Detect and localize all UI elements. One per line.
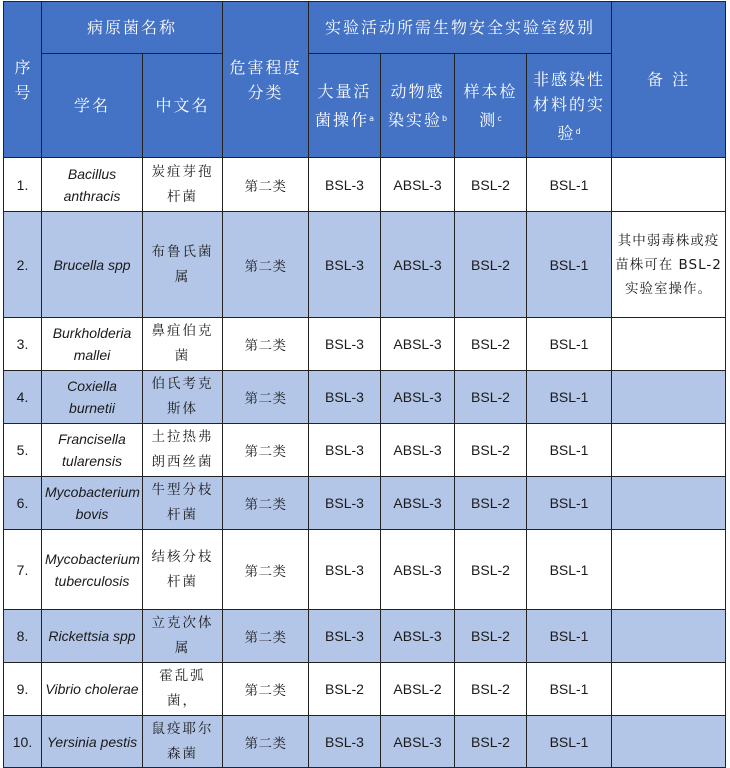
hazard-class: 第二类 bbox=[223, 610, 309, 663]
remark bbox=[612, 663, 726, 716]
footnote-mark-a: a bbox=[369, 114, 374, 123]
row-number: 9. bbox=[4, 663, 42, 716]
animal-level: ABSL-3 bbox=[381, 212, 455, 318]
header-lab-level: 实验活动所需生物安全实验室级别 bbox=[309, 2, 612, 54]
scientific-name: Mycobacterium bovis bbox=[42, 477, 143, 530]
header-scientific-name: 学名 bbox=[42, 54, 143, 158]
header-live-culture bbox=[309, 54, 381, 158]
noninfectious-level: BSL-1 bbox=[527, 716, 612, 768]
hazard-class: 第二类 bbox=[223, 663, 309, 716]
scientific-name: Coxiella burnetii bbox=[42, 371, 143, 424]
culture-level: BSL-3 bbox=[309, 318, 381, 371]
hazard-class: 第二类 bbox=[223, 212, 309, 318]
sample-level: BSL-2 bbox=[455, 477, 527, 530]
chinese-name: 伯氏考克斯体 bbox=[143, 371, 223, 424]
culture-level: BSL-3 bbox=[309, 477, 381, 530]
table-row bbox=[4, 610, 726, 663]
noninfectious-level: BSL-1 bbox=[527, 424, 612, 477]
hazard-class: 第二类 bbox=[223, 371, 309, 424]
animal-level: ABSL-3 bbox=[381, 610, 455, 663]
header-noninfectious-label: 非感染性材料的实验 bbox=[533, 69, 606, 142]
noninfectious-level: BSL-1 bbox=[527, 212, 612, 318]
header-remarks: 备 注 bbox=[612, 2, 726, 158]
chinese-name: 霍乱弧菌， bbox=[143, 663, 223, 716]
header-sample-testing bbox=[455, 54, 527, 158]
row-number: 2. bbox=[4, 212, 42, 318]
scientific-name: Rickettsia spp bbox=[42, 610, 143, 663]
scientific-name: Burkholderia mallei bbox=[42, 318, 143, 371]
animal-level: ABSL-3 bbox=[381, 158, 455, 212]
table-row bbox=[4, 212, 726, 318]
remark bbox=[612, 158, 726, 212]
noninfectious-level: BSL-1 bbox=[527, 530, 612, 610]
header-pathogen-name: 病原菌名称 bbox=[42, 2, 223, 54]
row-number: 7. bbox=[4, 530, 42, 610]
animal-level: ABSL-3 bbox=[381, 318, 455, 371]
culture-level: BSL-3 bbox=[309, 371, 381, 424]
chinese-name: 牛型分枝杆菌 bbox=[143, 477, 223, 530]
scientific-name: Bacillus anthracis bbox=[42, 158, 143, 212]
animal-level: ABSL-3 bbox=[381, 371, 455, 424]
row-number: 4. bbox=[4, 371, 42, 424]
hazard-class: 第二类 bbox=[223, 477, 309, 530]
sample-level: BSL-2 bbox=[455, 530, 527, 610]
pathogen-biosafety-table bbox=[3, 1, 726, 768]
chinese-name: 布鲁氏菌属 bbox=[143, 212, 223, 318]
animal-level: ABSL-3 bbox=[381, 477, 455, 530]
remark bbox=[612, 610, 726, 663]
hazard-class: 第二类 bbox=[223, 424, 309, 477]
table-row bbox=[4, 371, 726, 424]
animal-level: ABSL-2 bbox=[381, 663, 455, 716]
sample-level: BSL-2 bbox=[455, 610, 527, 663]
culture-level: BSL-3 bbox=[309, 530, 381, 610]
hazard-class: 第二类 bbox=[223, 158, 309, 212]
header-sample-testing-label: 样本检测 bbox=[463, 82, 518, 130]
noninfectious-level: BSL-1 bbox=[527, 477, 612, 530]
chinese-name: 鼠疫耶尔森菌 bbox=[143, 716, 223, 768]
remark bbox=[612, 424, 726, 477]
footnote-mark-b: b bbox=[441, 114, 448, 123]
header-animal-infection bbox=[381, 54, 455, 158]
noninfectious-level: BSL-1 bbox=[527, 663, 612, 716]
animal-level: ABSL-3 bbox=[381, 530, 455, 610]
remark bbox=[612, 716, 726, 768]
row-number: 10. bbox=[4, 716, 42, 768]
header-seq: 序号 bbox=[4, 2, 42, 158]
header-animal-infection-label: 动物感染实验 bbox=[387, 82, 445, 130]
row-number: 1. bbox=[4, 158, 42, 212]
scientific-name: Vibrio cholerae bbox=[42, 663, 143, 716]
scientific-name: Brucella spp bbox=[42, 212, 143, 318]
remark bbox=[612, 477, 726, 530]
row-number: 5. bbox=[4, 424, 42, 477]
table-row bbox=[4, 663, 726, 716]
hazard-class: 第二类 bbox=[223, 530, 309, 610]
scientific-name: Mycobacterium tuberculosis bbox=[42, 530, 143, 610]
culture-level: BSL-3 bbox=[309, 212, 381, 318]
culture-level: BSL-3 bbox=[309, 716, 381, 768]
row-number: 6. bbox=[4, 477, 42, 530]
animal-level: ABSL-3 bbox=[381, 424, 455, 477]
sample-level: BSL-2 bbox=[455, 318, 527, 371]
chinese-name: 立克次体属 bbox=[143, 610, 223, 663]
footnote-mark-c: c bbox=[497, 114, 502, 123]
row-number: 3. bbox=[4, 318, 42, 371]
animal-level: ABSL-3 bbox=[381, 716, 455, 768]
culture-level: BSL-2 bbox=[309, 663, 381, 716]
scientific-name: Yersinia pestis bbox=[42, 716, 143, 768]
header-chinese-name: 中文名 bbox=[143, 54, 223, 158]
noninfectious-level: BSL-1 bbox=[527, 610, 612, 663]
chinese-name: 鼻疽伯克菌 bbox=[143, 318, 223, 371]
remark: 其中弱毒株或疫苗株可在 BSL-2 实验室操作。 bbox=[612, 212, 726, 318]
sample-level: BSL-2 bbox=[455, 716, 527, 768]
remark bbox=[612, 530, 726, 610]
culture-level: BSL-3 bbox=[309, 610, 381, 663]
culture-level: BSL-3 bbox=[309, 158, 381, 212]
hazard-class: 第二类 bbox=[223, 716, 309, 768]
sample-level: BSL-2 bbox=[455, 663, 527, 716]
scientific-name: Francisella tularensis bbox=[42, 424, 143, 477]
sample-level: BSL-2 bbox=[455, 424, 527, 477]
table-row bbox=[4, 318, 726, 371]
chinese-name: 结核分枝杆菌 bbox=[143, 530, 223, 610]
table-row bbox=[4, 424, 726, 477]
sample-level: BSL-2 bbox=[455, 158, 527, 212]
noninfectious-level: BSL-1 bbox=[527, 371, 612, 424]
chinese-name: 炭疽芽孢杆菌 bbox=[143, 158, 223, 212]
header-live-culture-label: 大量活菌操作 bbox=[315, 82, 372, 130]
table-row bbox=[4, 530, 726, 610]
chinese-name: 土拉热弗朗西丝菌 bbox=[143, 424, 223, 477]
sample-level: BSL-2 bbox=[455, 371, 527, 424]
row-number: 8. bbox=[4, 610, 42, 663]
remark bbox=[612, 371, 726, 424]
noninfectious-level: BSL-1 bbox=[527, 158, 612, 212]
remark bbox=[612, 318, 726, 371]
table-row bbox=[4, 716, 726, 768]
header-hazard-class: 危害程度分类 bbox=[223, 2, 309, 158]
culture-level: BSL-3 bbox=[309, 424, 381, 477]
sample-level: BSL-2 bbox=[455, 212, 527, 318]
header-noninfectious bbox=[527, 54, 612, 158]
footnote-mark-d: d bbox=[575, 126, 581, 136]
table-row bbox=[4, 158, 726, 212]
hazard-class: 第二类 bbox=[223, 318, 309, 371]
noninfectious-level: BSL-1 bbox=[527, 318, 612, 371]
table-row bbox=[4, 477, 726, 530]
